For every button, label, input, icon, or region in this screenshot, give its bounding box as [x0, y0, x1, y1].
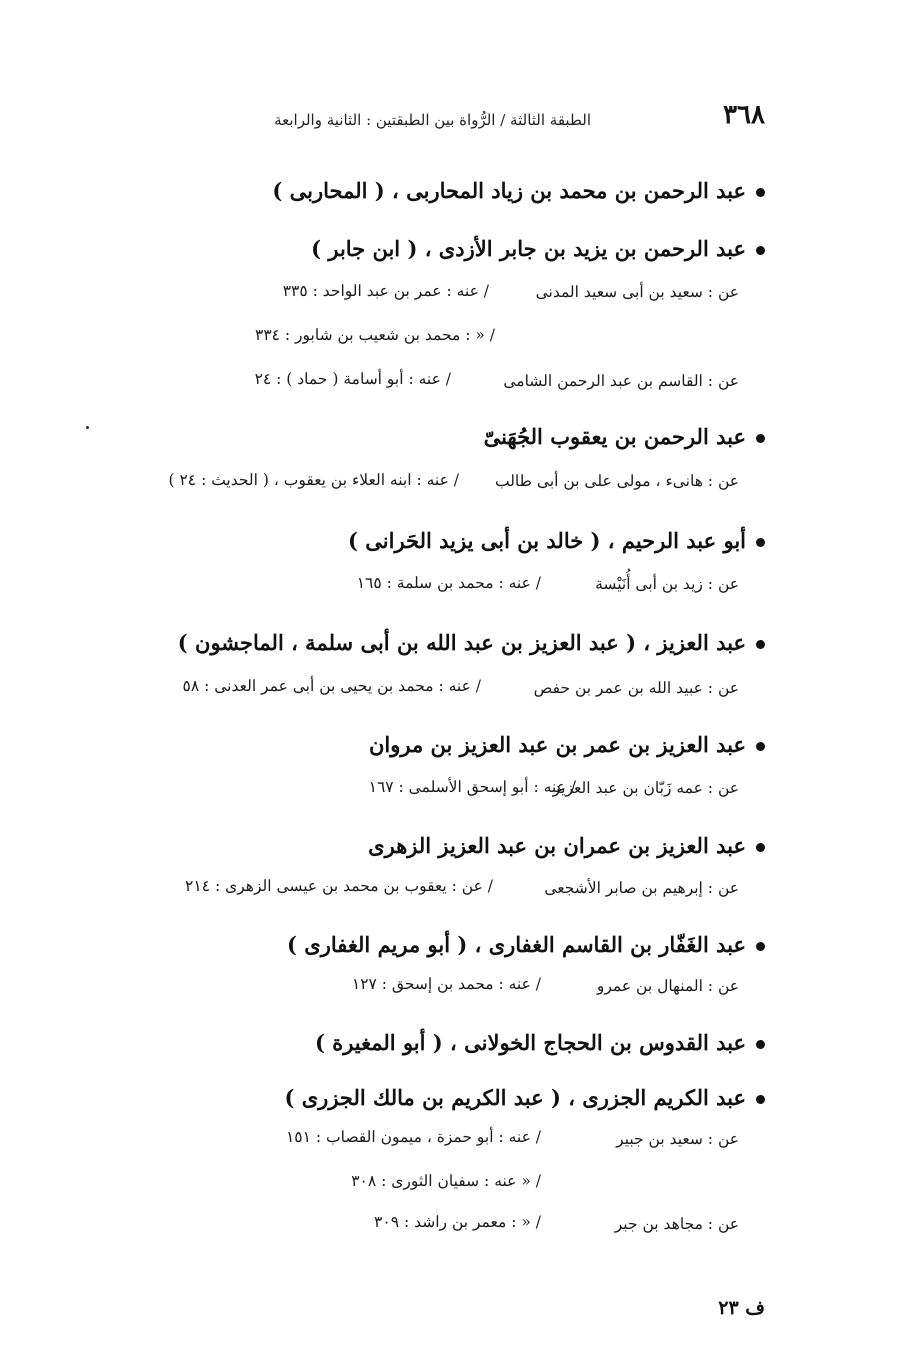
entry-heading — [287, 932, 765, 957]
bullet-icon — [756, 434, 765, 443]
narrator-by: / عنه : محمد بن يحيى بن أبى عمر العدنى : ٥٨ — [182, 677, 481, 695]
narrator-by: / عنه : محمد بن إسحق : ١٢٧ — [351, 975, 541, 993]
bullet-icon — [756, 1095, 765, 1104]
narrator-from: عن : هانىء ، مولى على بن أبى طالب — [494, 472, 739, 490]
narrator-from: عن : إبرهيم بن صابر الأشجعى — [544, 879, 739, 897]
narrator-by: / « عنه : سفيان الثورى : ٣٠٨ — [351, 1172, 541, 1190]
narrator-from: عن : سعيد بن أبى سعيد المدنى — [535, 283, 739, 301]
narrator-from: عن : المنهال بن عمرو — [596, 977, 739, 995]
narrator-by: / عنه : عمر بن عبد الواحد : ٣٣٥ — [282, 282, 489, 300]
narrator-from: عن : عمه زَبّان بن عبد العزيز — [552, 779, 739, 797]
entry-heading — [348, 528, 765, 553]
entry-heading-text: عبد العزيز بن عمران بن عبد العزيز الزهرى — [368, 833, 746, 858]
bullet-icon — [756, 246, 765, 255]
narrator-by: / عن : يعقوب بن محمد بن عيسى الزهرى : ٢١٤ — [185, 877, 493, 895]
bullet-icon — [756, 1040, 765, 1049]
entry-heading-text: أبو عبد الرحيم ، ( خالد بن أبى يزيد الحَرانى ) — [348, 528, 746, 553]
entry-heading-text: عبد الغَفّار بن القاسم الغفارى ، ( أبو مريم الغفارى ) — [287, 932, 746, 957]
narrator-by: / عنه : ابنه العلاء بن يعقوب ، ( الحديث : ٢٤ ) — [168, 471, 459, 489]
entry-heading-text: عبد القدوس بن الحجاج الخولانى ، ( أبو المغيرة ) — [314, 1030, 746, 1055]
narrator-by: / عنه : أبو حمزة ، ميمون القصاب : ١٥١ — [285, 1128, 541, 1146]
narrator-by: / « : معمر بن راشد : ٣٠٩ — [374, 1213, 541, 1231]
bullet-icon — [756, 742, 765, 751]
entry-heading — [285, 1085, 766, 1110]
narrator-from: عن : القاسم بن عبد الرحمن الشامى — [503, 372, 739, 390]
entry-heading-text: عبد العزيز ، ( عبد العزيز بن عبد الله بن أبى سلمة ، الماجشون ) — [177, 630, 746, 655]
bullet-icon — [756, 843, 765, 852]
narrator-from: عن : عبيد الله بن عمر بن حفص — [533, 679, 739, 697]
entry-heading-text: عبد الرحمن بن يعقوب الجُهَنىّ — [483, 424, 746, 449]
narrator-from: عن : سعيد بن جبير — [616, 1130, 739, 1148]
speck — [86, 426, 89, 429]
narrator-by: / « : محمد بن شعيب بن شابور : ٣٣٤ — [255, 326, 495, 344]
narrator-by: / عنه : أبو أسامة ( حماد ) : ٢٤ — [254, 370, 451, 388]
narrator-from: عن : زيد بن أبى أُنَيْسة — [595, 575, 739, 593]
entry-heading — [315, 1030, 765, 1055]
entry-heading-text: عبد الرحمن بن يزيد بن جابر الأزدى ، ( ابن جابر ) — [311, 236, 746, 261]
bullet-icon — [756, 538, 765, 547]
entry-heading-text: عبد الرحمن بن محمد بن زياد المحاربى ، ( المحاربى ) — [272, 178, 746, 203]
entry-heading — [484, 424, 765, 449]
running-title: الطبقة الثالثة / الرُّواة بين الطبقتين : الثانية والرابعة — [274, 111, 591, 129]
bullet-icon — [756, 942, 765, 951]
narrator-from: عن : مجاهد بن جبر — [614, 1215, 739, 1233]
entry-heading — [178, 630, 765, 655]
signature-mark: ف ٢٣ — [718, 1297, 765, 1319]
bullet-icon — [756, 640, 765, 649]
bullet-icon — [756, 188, 765, 197]
narrator-by: / عنه : أبو إسحق الأسلمى : ١٦٧ — [368, 778, 576, 796]
entry-heading-text: عبد العزيز بن عمر بن عبد العزيز بن مروان — [368, 732, 746, 757]
page-number: ٣٦٨ — [723, 100, 765, 130]
narrator-by: / عنه : محمد بن سلمة : ١٦٥ — [356, 574, 541, 592]
entry-heading — [369, 732, 765, 757]
entry-heading — [311, 236, 765, 261]
entry-heading — [272, 178, 765, 203]
entry-heading — [368, 833, 765, 858]
entry-heading-text: عبد الكريم الجزرى ، ( عبد الكريم بن مالك الجزرى ) — [284, 1085, 746, 1110]
